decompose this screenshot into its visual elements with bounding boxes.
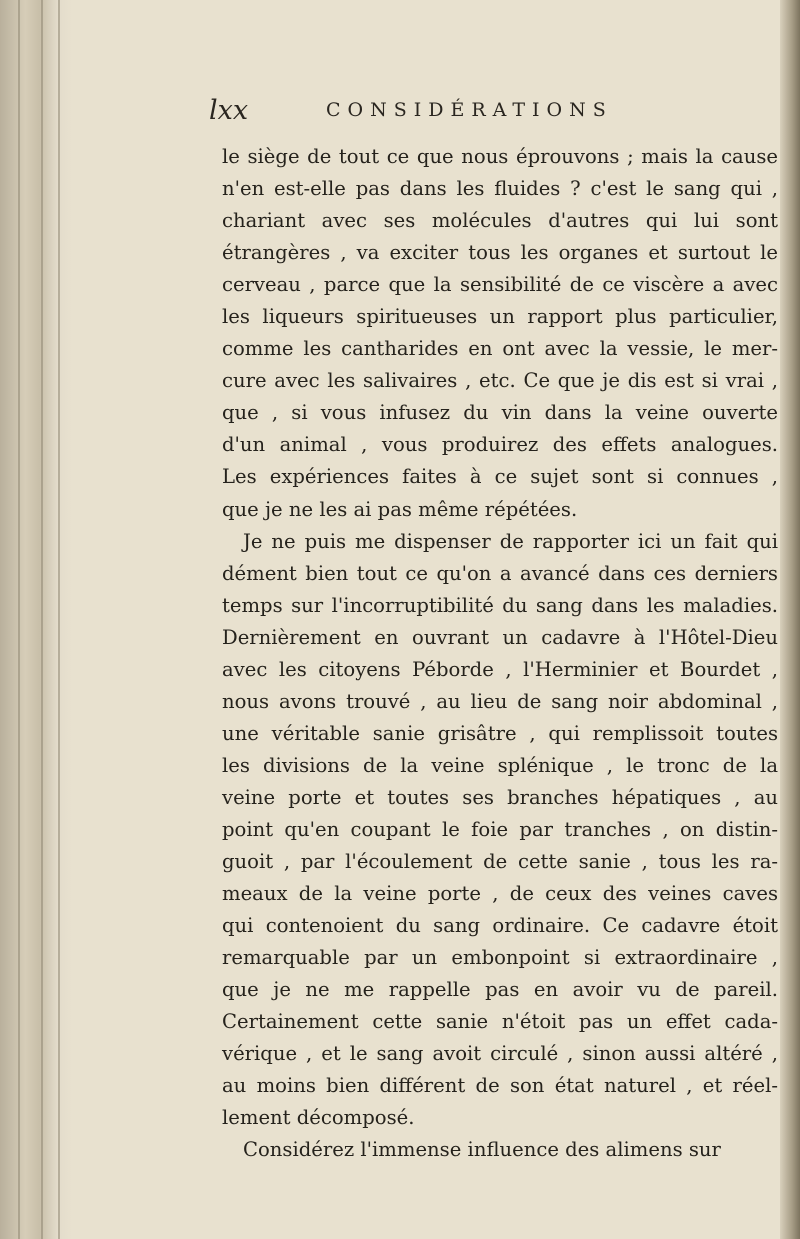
text-line: Considérez l'immense influence des alimens sur bbox=[243, 1138, 721, 1162]
page-edge bbox=[780, 0, 800, 1239]
text-line: les divisions de la veine splénique , le tronc de la bbox=[222, 753, 778, 777]
text-line: nous avons trouvé , au lieu de sang noir abdominal , bbox=[222, 689, 778, 713]
text-line: n'en est-elle pas dans les fluides ? c'est le sang qui , bbox=[222, 177, 778, 201]
text-line: comme les cantharides en ont avec la vessie, le mer- bbox=[222, 337, 778, 361]
text-line: que je ne les ai pas même répétées. bbox=[222, 497, 578, 521]
body-text bbox=[222, 141, 778, 1167]
text-line: meaux de la veine porte , de ceux des veines caves bbox=[222, 882, 778, 906]
page-header bbox=[209, 95, 769, 135]
text-line: d'un animal , vous produirez des effets analogues. bbox=[222, 433, 778, 457]
running-head: CONSIDÉRATIONS bbox=[326, 99, 613, 121]
text-line: dément bien tout ce qu'on a avancé dans ces derniers bbox=[222, 561, 778, 585]
book-binding-edge bbox=[0, 0, 72, 1239]
text-line: chariant avec ses molécules d'autres qui lui sont bbox=[222, 209, 778, 233]
text-line: étrangères , va exciter tous les organes et surtout le bbox=[222, 241, 778, 265]
text-line: cure avec les salivaires , etc. Ce que je dis est si vrai , bbox=[222, 369, 778, 393]
binding-crease bbox=[41, 0, 43, 1239]
text-line: veine porte et toutes ses branches hépatiques , au bbox=[222, 785, 778, 809]
text-line: avec les citoyens Péborde , l'Herminier et Bourdet , bbox=[222, 657, 778, 681]
text-line: remarquable par un embonpoint si extraordinaire , bbox=[222, 946, 778, 970]
text-line: le siège de tout ce que nous éprouvons ; mais la cause bbox=[222, 145, 778, 168]
text-line: que je ne me rappelle pas en avoir vu de pareil. bbox=[222, 978, 778, 1002]
text-line: Les expériences faites à ce sujet sont si connues , bbox=[222, 465, 778, 489]
text-line: les liqueurs spiritueuses un rapport plus particulier, bbox=[222, 305, 778, 329]
text-line: guoit , par l'écoulement de cette sanie , tous les ra- bbox=[222, 850, 778, 874]
text-line: lement décomposé. bbox=[222, 1106, 415, 1130]
paragraph bbox=[222, 141, 778, 526]
binding-crease bbox=[18, 0, 20, 1239]
text-line: au moins bien différent de son état naturel , et réel- bbox=[222, 1074, 778, 1098]
page-number: lxx bbox=[209, 95, 249, 126]
paragraph bbox=[222, 1134, 778, 1166]
text-line: une véritable sanie grisâtre , qui remplissoit toutes bbox=[222, 721, 778, 745]
text-line: vérique , et le sang avoit circulé , sinon aussi altéré , bbox=[222, 1042, 778, 1066]
text-line: cerveau , parce que la sensibilité de ce viscère a avec bbox=[222, 273, 778, 297]
text-line: Certainement cette sanie n'étoit pas un effet cada- bbox=[222, 1010, 778, 1034]
text-line: Dernièrement en ouvrant un cadavre à l'Hôtel-Dieu bbox=[222, 625, 778, 649]
paragraph bbox=[222, 526, 778, 1135]
text-line: qui contenoient du sang ordinaire. Ce cadavre étoit bbox=[222, 914, 778, 938]
text-line: Je ne puis me dispenser de rapporter ici un fait qui bbox=[243, 529, 778, 553]
text-line: point qu'en coupant le foie par tranches , on distin- bbox=[222, 817, 778, 841]
text-line: temps sur l'incorruptibilité du sang dans les maladies. bbox=[222, 593, 778, 617]
text-line: que , si vous infusez du vin dans la veine ouverte bbox=[222, 401, 778, 425]
binding-crease bbox=[58, 0, 60, 1239]
